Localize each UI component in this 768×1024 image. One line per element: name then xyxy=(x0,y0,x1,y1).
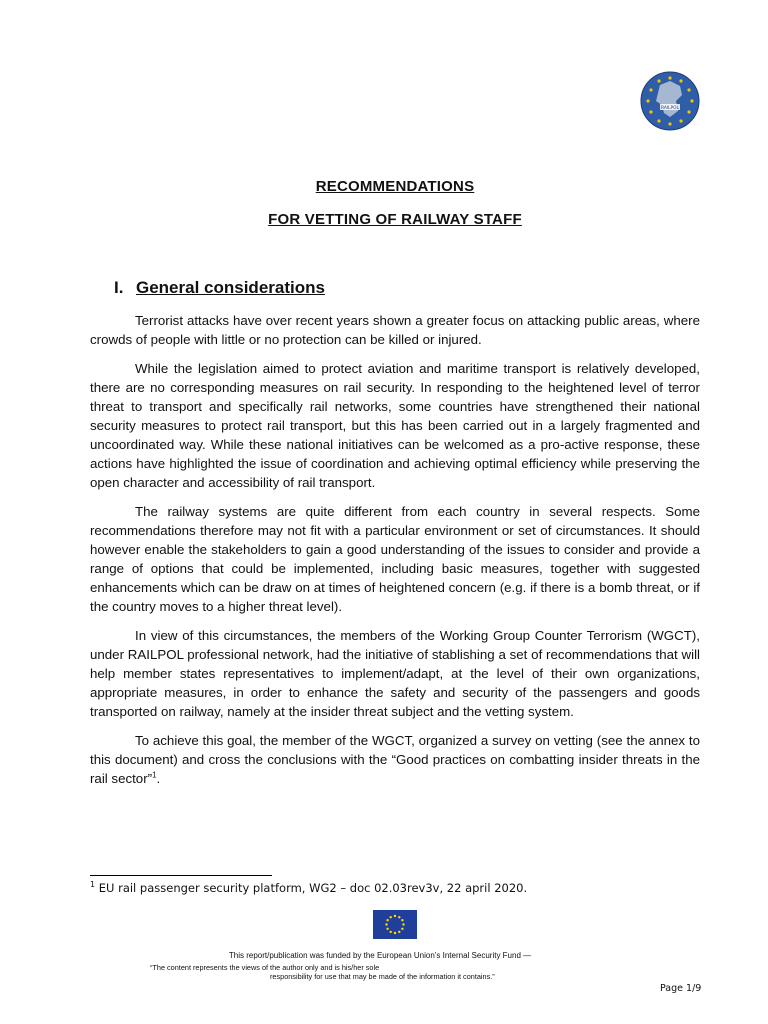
document-subtitle: FOR VETTING OF RAILWAY STAFF xyxy=(268,211,522,228)
footnote-text: EU rail passenger security platform, WG2 – doc 02.03rev3v, 22 april 2020. xyxy=(95,881,528,895)
section-heading xyxy=(114,278,325,298)
logo-text: RAILPOL xyxy=(661,105,679,111)
paragraph-5 xyxy=(90,731,700,788)
paragraph-1: Terrorist attacks have over recent years shown a greater focus on attacking public areas, where crowds of people with little or no protection can be killed or injured. xyxy=(90,313,700,347)
paragraph-2: While the legislation aimed to protect aviation and maritime transport is relatively developed, there are no corresponding measures on rail security. In responding to the heightened level of terror threat to transport and specifically rail networks, some countries have strengthened their national security measures to protect rail transport, but this has been carried out in a largely fragmented and uncoordinated way. While these national initiatives can be welcomed as a pro-active response, these actions have highlighted the issue of coordination and achieving optimal efficiency while preserving the open character and accessibility of rail transport. xyxy=(90,361,700,490)
footnote xyxy=(90,881,527,895)
page-number: Page 1/9 xyxy=(660,983,702,994)
paragraph-3: The railway systems are quite different from each country in several respects. Some recommendations therefore may not fit with a particular environment or set of circumstances. It should however enable the stakeholders to gain a good understanding of the issues to consider and provide a range of options that could be implemented, including basic measures, together with suggested enhancements which can be draw on at times of heightened concern (e.g. if there is a bomb threat, or if the country moves to a higher threat level). xyxy=(90,504,700,614)
disclaimer-line-1: “The content represents the views of the author only and is his/her sole xyxy=(150,963,380,972)
footnote-divider xyxy=(90,875,272,876)
funding-statement: This report/publication was funded by the European Union’s Internal Security Fund — xyxy=(228,951,532,960)
railpol-logo-icon xyxy=(640,71,700,131)
paragraph-4: In view of this circumstances, the members of the Working Group Counter Terrorism (WGCT), under RAILPOL professional network, had the initiative of stablishing a set of recommendations that will help member states representatives to implement/adapt, at the level of their own organizations, appropriate measures, in order to enhance the safety and security of the passengers and goods transported on railway, namely at the insider threat subject and the vetting system. xyxy=(90,628,700,719)
body-text xyxy=(90,311,700,798)
footnote-number: 1 xyxy=(90,880,96,890)
eu-flag-icon xyxy=(373,910,417,939)
disclaimer-line-2: responsibility for use that may be made of the information it contains.” xyxy=(270,972,495,981)
paragraph-5-text: To achieve this goal, the member of the WGCT, organized a survey on vetting (see the annex to this document) and cross the conclusions with the “Good practices on combatting insider threats in the rail sector” xyxy=(90,733,700,786)
paragraph-5-end: . xyxy=(156,771,161,786)
document-title: RECOMMENDATIONS xyxy=(315,178,475,195)
section-title: General considerations xyxy=(136,278,325,297)
section-number: I. xyxy=(114,278,124,297)
footnote-reference[interactable]: 1 xyxy=(152,770,157,780)
